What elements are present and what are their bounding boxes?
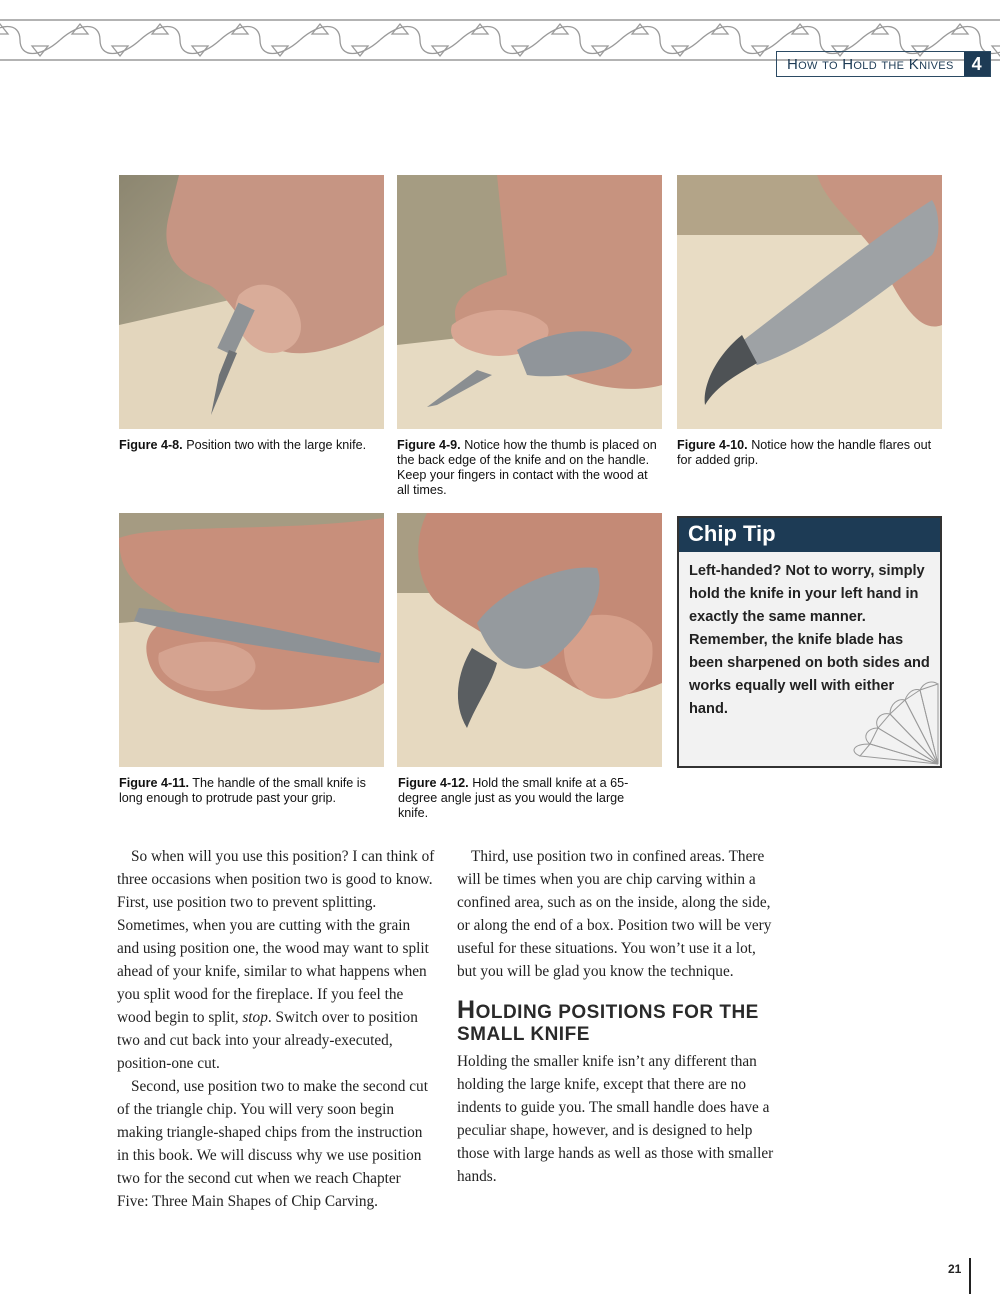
photo-figure-4-9 <box>397 175 662 429</box>
figure-caption <box>398 776 648 821</box>
figure-text: Notice how the handle flares out for added grip. <box>677 438 932 467</box>
page-number: 21 <box>948 1262 962 1276</box>
paragraph: Holding the smaller knife isn’t any different than holding the large knife, except that there are no indents to guide you. The small handle does have a peculiar shape, however, and is designed to help those with large hands as well as those with smaller hands. <box>457 1053 774 1185</box>
figure-label: Figure 4-9. <box>397 438 461 452</box>
paragraph: Third, use position two in confined areas. There will be times when you are chip carving within a confined area, such as on the inside, along the side, or along the end of a box. Position two will be very useful for these situations. You won’t use it a lot, but you will be glad you know the technique. <box>457 848 772 980</box>
figure-caption <box>119 438 379 453</box>
photo-figure-4-12 <box>397 513 662 767</box>
body-column-1 <box>117 845 435 1213</box>
figure-text: Position two with the large knife. <box>186 438 367 452</box>
figure-text: Notice how the thumb is placed on the back edge of the knife and on the handle. Keep your fingers in contact with the wood at all times. <box>397 438 657 497</box>
emphasis-text: stop <box>242 1009 268 1026</box>
paragraph-text: So when will you use this position? I can think of three occasions when position two is good to know. First, use position two to prevent splitting. Sometimes, when you are cutting with the grain and using position one, the wood may want to split ahead of your knife, similar to what happens when you split wood for the fireplace. If you feel the wood begin to split, <box>117 848 435 1026</box>
chip-tip-box <box>677 516 942 768</box>
figure-caption <box>119 776 384 806</box>
body-column-2 <box>457 845 775 1188</box>
photo-figure-4-10 <box>677 175 942 429</box>
paragraph: Second, use position two to make the second cut of the triangle chip. You will very soon begin making triangle-shaped chips from the instruction in this book. We will discuss why we use position two for the second cut when we reach Chapter Five: Three Main Shapes of Chip Carving. <box>117 1078 428 1210</box>
paragraph <box>117 845 435 1075</box>
chip-tip-title: Chip Tip <box>679 518 940 552</box>
figure-label: Figure 4-10. <box>677 438 748 452</box>
figure-caption <box>677 438 941 468</box>
figure-label: Figure 4-8. <box>119 438 183 452</box>
figure-caption <box>397 438 659 498</box>
section-heading <box>457 996 775 1046</box>
figure-label: Figure 4-11. <box>119 776 189 790</box>
figure-text: The handle of the small knife is long enough to protrude past your grip. <box>119 776 366 805</box>
figure-text: Hold the small knife at a 65-degree angle just as you would the large knife. <box>398 776 629 820</box>
chapter-header <box>776 51 991 77</box>
chip-tip-body: Left-handed? Not to worry, simply hold the knife in your left hand in exactly the same manner. Remember, the knife blade has been sharpened on both sides and works equally well with either hand. <box>689 563 930 717</box>
photo-figure-4-11 <box>119 513 384 767</box>
photo-figure-4-8 <box>119 175 384 429</box>
figure-label: Figure 4-12. <box>398 776 469 790</box>
heading-rest: OLDING POSITIONS FOR THE SMALL KNIFE <box>457 1002 759 1045</box>
chapter-number: 4 <box>964 52 990 76</box>
page-number-rule <box>969 1258 971 1294</box>
paragraph-text: . Switch over to position two and cut back into your already-executed, position-one cut. <box>117 1009 418 1072</box>
heading-initial: H <box>457 996 476 1024</box>
chapter-title: How to Hold the Knives <box>787 55 954 73</box>
